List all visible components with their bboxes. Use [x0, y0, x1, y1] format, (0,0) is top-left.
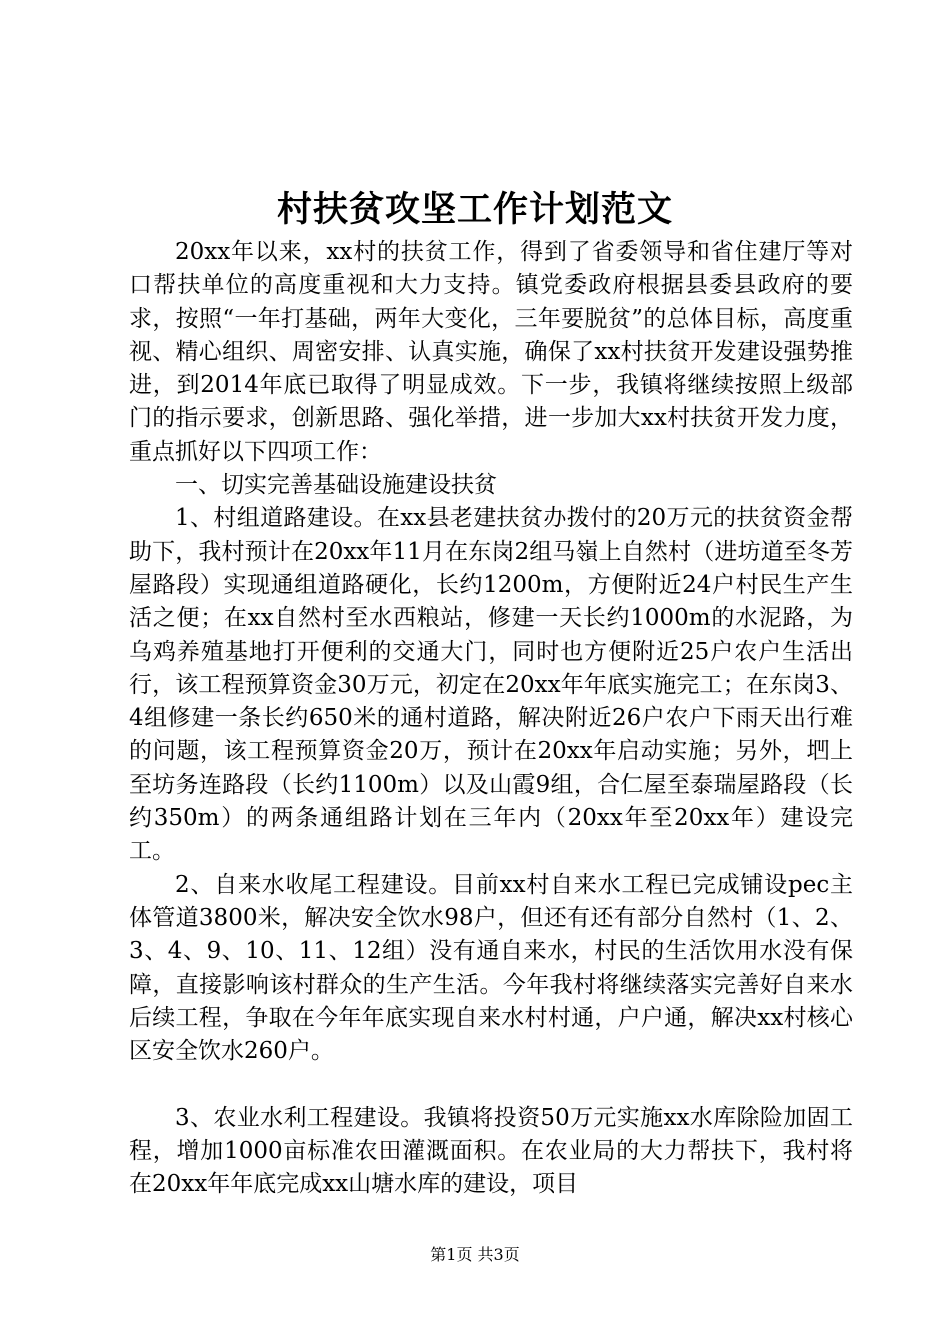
water-supply-paragraph: 2、自来水收尾工程建设。目前xx村自来水工程已完成铺设pec主体管道3800米，解决安全饮水98户，但还有还有部分自然村（1、2、3、4、9、10、11、12组）没有通自来水，村民的生活饮用水没有保障，直接影响该村群众的生产生活。今年我村将继续落实完善好自来水后续工程，争取在今年年底实现自来水村村通，户户通，解决xx村核心区安全饮水260户。: [129, 871, 853, 1065]
irrigation-paragraph: 3、农业水利工程建设。我镇将投资50万元实施xx水库除险加固工程，增加1000亩标准农田灌溉面积。在农业局的大力帮扶下，我村将在20xx年年底完成xx山塘水库的建设，项目: [129, 1104, 853, 1198]
page-footer: 第1页 共3页: [430, 1245, 520, 1264]
intro-paragraph: 20xx年以来，xx村的扶贫工作，得到了省委领导和省住建厅等对口帮扶单位的高度重视和大力支持。镇党委政府根据县委县政府的要求，按照“一年打基础，两年大变化，三年要脱贫”的总体目标，高度重视、精心组织、周密安排、认真实施，确保了xx村扶贫开发建设强势推进，到2014年底已取得了明显成效。下一步，我镇将继续按照上级部门的指示要求，创新思路、强化举措，进一步加大xx村扶贫开发力度，重点抓好以下四项工作：: [129, 239, 853, 465]
road-construction-paragraph: 1、村组道路建设。在xx县老建扶贫办拨付的20万元的扶贫资金帮助下，我村预计在20xx年11月在东岗2组马嶺上自然村（进坊道至冬芳屋路段）实现通组道路硬化，长约1200m，方便附近24户村民生产生活之便；在xx自然村至水西粮站，修建一天长约1000m的水泥路，为乌鸡养殖基地打开便利的交通大门，同时也方便附近25户农户生活出行，该工程预算资金30万元，初定在20xx年年底实施完工；在东岗3、4组修建一条长约650米的通村道路，解决附近26户农户下雨天出行难的问题，该工程预算资金20万，预计在20xx年启动实施；另外，垇上至坊务连路段（长约1100m）以及山霞9组，合仁屋至泰瑞屋路段（长约350m）的两条通组路计划在三年内（20xx年至20xx年）建设完工。: [129, 505, 853, 865]
document-title: 村扶贫攻坚工作计划范文: [276, 189, 673, 230]
section-heading: 一、切实完善基础设施建设扶贫: [175, 472, 497, 499]
document-body: [129, 236, 853, 1202]
